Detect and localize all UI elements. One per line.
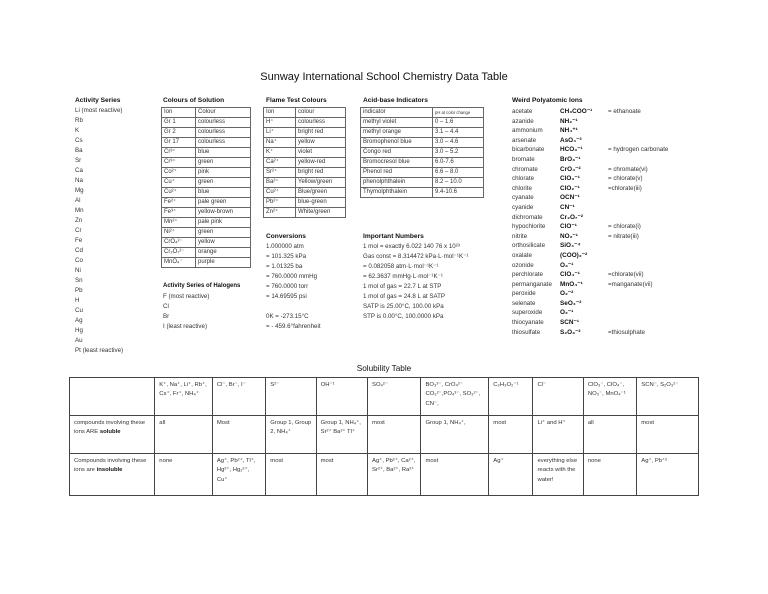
polyatomic-name: chromate — [512, 165, 538, 173]
flame-row — [264, 158, 346, 168]
activity-item: Zn — [75, 217, 83, 224]
soluble-row-cell: Most — [212, 416, 265, 454]
conversion-item: = - 459.6°fahrenheit — [266, 323, 321, 330]
colour-row-cell: MnO₄⁻ — [162, 258, 196, 268]
flame-row-cell: Cu²⁺ — [264, 188, 296, 198]
colour-row-cell: Mn²⁺ — [162, 218, 196, 228]
indicator-row-cell: 8.2 – 10.0 — [433, 178, 484, 188]
polyatomic-formula: ClO₂⁻¹ — [560, 184, 580, 192]
indicator-row — [361, 138, 484, 148]
activity-item: Cr — [75, 227, 82, 234]
polyatomic-row — [512, 299, 722, 309]
soluble-row-cell: Li⁺ and H⁺ — [533, 416, 583, 454]
colour-row — [162, 128, 251, 138]
polyatomic-row — [512, 328, 722, 338]
flame-row-cell: Pb²⁺ — [264, 198, 296, 208]
flame-table — [263, 107, 346, 218]
conversion-item: = 14.69595 psi — [266, 293, 307, 300]
polyatomic-row — [512, 251, 722, 261]
halogen-item: Br — [163, 313, 170, 320]
colour-row-cell: blue — [196, 188, 251, 198]
conversion-item: = 760.0000 torr — [266, 283, 309, 290]
polyatomic-alias: = chromate(vi) — [608, 165, 648, 173]
activity-item: Ag — [75, 317, 83, 324]
indicator-row-cell: 6.0-7.6 — [433, 158, 484, 168]
colour-row-cell: Gr 17 — [162, 138, 196, 148]
activity-series-list — [75, 106, 123, 356]
colour-row-cell: Cu²⁺ — [162, 188, 196, 198]
polyatomic-name: dichromate — [512, 213, 543, 221]
indicators-table — [360, 107, 484, 198]
colour-row-cell: Cr³⁺ — [162, 148, 196, 158]
indicator-row — [361, 148, 484, 158]
insoluble-row-cell: Ag⁺, Pb²⁺, Tl⁺, Hg²⁺, Hg₂²⁺, Cu⁺ — [212, 454, 265, 496]
halogen-item: F (most reactive) — [163, 293, 210, 300]
conversion-item: = 101.325 kPa — [266, 253, 307, 260]
polyatomic-alias: = ethanoate — [608, 108, 641, 115]
halogen-item: Cl — [163, 303, 169, 310]
soluble-row — [70, 416, 699, 454]
polyatomic-formula: CH₃COO⁻¹ — [560, 108, 593, 115]
halogens-list — [163, 292, 209, 332]
colour-row — [162, 248, 251, 258]
indicator-row-cell: 9.4-10.6 — [433, 188, 484, 198]
polyatomic-formula: AsO₄⁻³ — [560, 136, 582, 144]
activity-item: Ni — [75, 267, 81, 274]
polyatomic-row — [512, 165, 722, 175]
activity-item: Co — [75, 257, 83, 264]
polyatomic-row — [512, 136, 722, 146]
flame-row-cell: yellow — [296, 138, 346, 148]
colour-row — [162, 218, 251, 228]
polyatomic-formula: ClO⁻¹ — [560, 223, 577, 231]
polyatomic-row — [512, 318, 722, 328]
polyatomic-row — [512, 289, 722, 299]
colour-row-cell: green — [196, 158, 251, 168]
colour-row — [162, 188, 251, 198]
polyatomic-row — [512, 184, 722, 194]
soluble-row-cell: Group 1, NH₄⁺, — [421, 416, 489, 454]
activity-item: Hg — [75, 327, 83, 334]
halogen-item: I (least reactive) — [163, 323, 208, 330]
activity-item: Mg — [75, 187, 84, 194]
colour-row — [162, 198, 251, 208]
colour-row-header-cell: Ion — [162, 108, 196, 118]
activity-item: Au — [75, 337, 83, 344]
conversion-item — [266, 302, 321, 312]
important-list — [363, 242, 468, 322]
flame-row-header-cell: colour — [296, 108, 346, 118]
activity-item: Fe — [75, 237, 83, 244]
insoluble-row-cell: everything else reacts with the water! — [533, 454, 583, 496]
indicator-row-cell: 0 – 1.6 — [433, 118, 484, 128]
solubility-header-cell: Cl⁻, Br⁻, I⁻ — [212, 378, 265, 416]
polyatomic-name: chlorate — [512, 175, 535, 183]
solubility-header-cell — [70, 378, 155, 416]
conversion-item: = 760.0000 mmHg — [266, 273, 318, 280]
polyatomic-name: oxalate — [512, 251, 532, 259]
solubility-header-cell: ClO₃⁻, ClO₄⁻, NO₃⁻, MnO₄⁻¹ — [583, 378, 636, 416]
activity-item: Cd — [75, 247, 83, 254]
insoluble-row-cell: Ag⁺, Pb²⁺, Ca²⁺, Sr²⁺, Ba²⁺, Ra²⁺ — [368, 454, 421, 496]
polyatomic-row — [512, 155, 722, 165]
flame-row-cell: bright red — [296, 168, 346, 178]
polyatomic-formula: HCO₃⁻¹ — [560, 146, 583, 154]
colour-row-cell: yellow-brown — [196, 208, 251, 218]
flame-row-cell: K⁺ — [264, 148, 296, 158]
polyatomic-name: permanganate — [512, 280, 552, 288]
polyatomic-name: bromate — [512, 155, 535, 163]
soluble-row-cell: Group 1, Group 2, NH₄⁺ — [266, 416, 316, 454]
colour-row-cell: pale green — [196, 198, 251, 208]
page-title: Sunway International School Chemistry Data Table — [260, 71, 508, 83]
flame-row-cell: bright red — [296, 128, 346, 138]
polyatomic-name: chlorite — [512, 184, 532, 192]
indicator-row — [361, 128, 484, 138]
polyatomic-formula: (COO)₂⁻² — [560, 251, 588, 259]
polyatomic-row — [512, 126, 722, 136]
polyatomic-name: cyanate — [512, 194, 534, 202]
activity-item: Li (most reactive) — [75, 107, 123, 114]
polyatomic-name: ammonium — [512, 127, 543, 135]
polyatomic-name: cyanide — [512, 203, 534, 211]
colour-row-cell: pink — [196, 168, 251, 178]
important-number-item: STP is 0.00°C, 100.0000 kPa — [363, 313, 444, 320]
polyatomic-formula: O₂⁻² — [560, 290, 574, 298]
polyatomic-name: acetate — [512, 108, 533, 115]
colour-row-cell: Co²⁺ — [162, 168, 196, 178]
polyatomic-alias: =chlorate(vii) — [608, 271, 644, 279]
indicator-row — [361, 158, 484, 168]
activity-item: Al — [75, 197, 81, 204]
polyatomic-alias: =thiosulphate — [608, 328, 645, 336]
polyatomic-name: perchlorate — [512, 271, 543, 279]
flame-row — [264, 118, 346, 128]
flame-row-cell: yellow-red — [296, 158, 346, 168]
flame-row-header-cell: Ion — [264, 108, 296, 118]
flame-row-cell: Na⁺ — [264, 138, 296, 148]
insoluble-row-cell: most — [266, 454, 316, 496]
solubility-header-cell: BO₃³⁻, CrO₄²⁻ CO₃²⁻,PO₄³⁻, SO₃²⁻, CN⁻, — [421, 378, 489, 416]
polyatomic-name: hypochlorite — [512, 223, 546, 231]
indicator-row-cell: 3.0 – 4.6 — [433, 138, 484, 148]
polyatomic-formula: NH₂⁻¹ — [560, 117, 578, 125]
indicator-row — [361, 118, 484, 128]
polyatomic-formula: CN⁻¹ — [560, 203, 575, 211]
activity-item: K — [75, 127, 80, 134]
colour-row-cell: CrO₄²⁻ — [162, 238, 196, 248]
polyatomic-alias: =chlorate(iii) — [608, 184, 642, 192]
flame-row-cell: blue-green — [296, 198, 346, 208]
colour-row — [162, 178, 251, 188]
solubility-header-cell: SCN⁻, S₂O₃²⁻ — [637, 378, 699, 416]
insoluble-row-cell: Ag⁺, Pb⁺² — [637, 454, 699, 496]
flame-row-cell: Yellow/green — [296, 178, 346, 188]
soluble-row-cell: most — [489, 416, 533, 454]
colour-row-cell: colourless — [196, 118, 251, 128]
colour-row — [162, 168, 251, 178]
polyatomic-row — [512, 145, 722, 155]
polyatomic-alias: = chlorate(v) — [608, 175, 643, 183]
conversions-list — [266, 242, 321, 332]
indicator-row-cell: Phenol red — [361, 168, 433, 178]
polyatomic-row — [512, 280, 722, 290]
flame-row — [264, 178, 346, 188]
colour-row-cell: blue — [196, 148, 251, 158]
insoluble-row-label — [70, 454, 155, 496]
flame-row — [264, 138, 346, 148]
indicator-row — [361, 168, 484, 178]
indicator-row-cell: Thymolphthalein — [361, 188, 433, 198]
polyatomic-row — [512, 107, 722, 117]
solubility-heading: Solubility Table — [356, 364, 412, 373]
flame-row-cell: Ba²⁺ — [264, 178, 296, 188]
insoluble-row-label-emphasis: insoluble — [96, 467, 123, 474]
colour-row-cell: colourless — [196, 128, 251, 138]
solubility-header-cell: SO₄²⁻ — [368, 378, 421, 416]
flame-row-cell: Ca²⁺ — [264, 158, 296, 168]
polyatomic-row — [512, 241, 722, 251]
flame-row-cell: Blue/green — [296, 188, 346, 198]
important-number-item: 1 mol = exactly 6.022 140 76 x 10²³ — [363, 243, 460, 250]
activity-item: Ba — [75, 147, 83, 154]
flame-row — [264, 188, 346, 198]
polyatomic-alias: =manganate(vii) — [608, 280, 653, 288]
polyatomic-row — [512, 261, 722, 271]
polyatomic-list — [512, 107, 722, 337]
polyatomic-row — [512, 213, 722, 223]
insoluble-row-cell: Ag⁺ — [489, 454, 533, 496]
polyatomic-row — [512, 193, 722, 203]
activity-item: Rb — [75, 117, 83, 124]
indicator-row-cell: Bromocresol blue — [361, 158, 433, 168]
soluble-row-cell: most — [368, 416, 421, 454]
soluble-row-cell: all — [583, 416, 636, 454]
colour-row-cell: colourless — [196, 138, 251, 148]
indicator-row-cell: 6.6 – 8.0 — [433, 168, 484, 178]
indicator-row-cell: 3.1 – 4.4 — [433, 128, 484, 138]
colour-row-cell: purple — [196, 258, 251, 268]
solubility-header-row — [70, 378, 699, 416]
colour-row — [162, 258, 251, 268]
flame-row-cell: violet — [296, 148, 346, 158]
polyatomic-alias: = chlorate(i) — [608, 223, 641, 231]
colour-row-cell: Cr₂O₇²⁻ — [162, 248, 196, 258]
important-number-item: Gas const = 8.314472 kPa·L·mol⁻¹K⁻¹ — [363, 253, 469, 260]
important-number-item: = 62.3637 mmHg·L·mol⁻¹K⁻¹ — [363, 273, 443, 280]
flame-heading: Flame Test Colours — [266, 97, 327, 104]
activity-item: Ca — [75, 167, 83, 174]
polyatomic-name: nitrite — [512, 232, 528, 240]
polyatomic-name: orthosilicate — [512, 242, 546, 250]
polyatomic-name: bicarbonate — [512, 146, 545, 154]
polyatomic-name: superoxide — [512, 309, 543, 317]
indicator-row-cell: Bromophenol blue — [361, 138, 433, 148]
polyatomic-row — [512, 117, 722, 127]
colours-heading: Colours of Solution — [163, 97, 225, 104]
polyatomic-formula: OCN⁻¹ — [560, 194, 580, 202]
colour-row — [162, 238, 251, 248]
indicators-heading: Acid-base Indicators — [363, 97, 428, 104]
important-number-item: 1 mol of gas = 22.7 L at STP — [363, 283, 442, 290]
activity-item: Mn — [75, 207, 84, 214]
halogens-heading: Activity Series of Halogens — [163, 283, 241, 289]
polyatomic-heading: Weird Polyatomic Ions — [512, 97, 583, 104]
polyatomic-formula: BrO₃⁻¹ — [560, 155, 581, 163]
solubility-header-cell: OH⁻¹ — [316, 378, 367, 416]
colour-row-cell: Fe³⁺ — [162, 208, 196, 218]
colour-row — [162, 208, 251, 218]
polyatomic-row — [512, 232, 722, 242]
flame-row-cell: H⁺ — [264, 118, 296, 128]
activity-item: Pb — [75, 287, 83, 294]
conversion-item: 1.000000 atm — [266, 243, 304, 250]
flame-row-cell: Sr²⁺ — [264, 168, 296, 178]
important-heading: Important Numbers — [363, 233, 424, 240]
polyatomic-formula: O₂⁻¹ — [560, 309, 574, 317]
polyatomic-formula: O₃⁻¹ — [560, 261, 574, 269]
flame-row — [264, 148, 346, 158]
colour-row-header-cell: Colour — [196, 108, 251, 118]
polyatomic-name: selenate — [512, 299, 536, 307]
polyatomic-formula: SiO₄⁻⁴ — [560, 242, 581, 250]
polyatomic-name: thiosulfate — [512, 328, 541, 336]
solubility-header-cell: K⁺, Na⁺, Li⁺, Rb⁺, Cs⁺, Fr⁺, NH₄⁺ — [155, 378, 213, 416]
colour-row-cell: Gr 2 — [162, 128, 196, 138]
activity-item: Cs — [75, 137, 83, 144]
insoluble-row — [70, 454, 699, 496]
colour-row-cell: Fe²⁺ — [162, 198, 196, 208]
indicator-row-cell: phenolphthalein — [361, 178, 433, 188]
activity-item: Pt (least reactive) — [75, 347, 124, 354]
important-number-item: SATP is 25.00°C, 100.00 kPa — [363, 303, 444, 310]
polyatomic-name: ozonide — [512, 261, 534, 269]
indicator-row-header-cell: indicator — [361, 108, 433, 118]
polyatomic-name: thiocyanate — [512, 319, 544, 327]
soluble-row-label — [70, 416, 155, 454]
indicator-row-header — [361, 108, 484, 118]
indicator-row — [361, 178, 484, 188]
activity-series-heading: Activity Series — [75, 97, 121, 104]
solubility-table — [69, 377, 699, 496]
soluble-row-cell: all — [155, 416, 213, 454]
insoluble-row-cell: most — [421, 454, 489, 496]
activity-item: Cu — [75, 307, 83, 314]
polyatomic-row — [512, 270, 722, 280]
colour-row-cell: Gr 1 — [162, 118, 196, 128]
indicator-row-cell: 3.0 – 5.2 — [433, 148, 484, 158]
polyatomic-formula: ClO₃⁻¹ — [560, 175, 580, 183]
activity-item: Na — [75, 177, 83, 184]
flame-row-cell: Li⁺ — [264, 128, 296, 138]
polyatomic-formula: SeO₄⁻² — [560, 299, 582, 307]
insoluble-row-cell: none — [583, 454, 636, 496]
activity-item: Sr — [75, 157, 82, 164]
flame-row — [264, 208, 346, 218]
polyatomic-alias: = nitrate(iii) — [608, 232, 639, 240]
colour-row-cell: yellow — [196, 238, 251, 248]
flame-row-cell: White/green — [296, 208, 346, 218]
solubility-header-cell: S²⁻ — [266, 378, 316, 416]
conversion-item: = 1.01325 ba — [266, 263, 303, 270]
indicator-row — [361, 188, 484, 198]
polyatomic-formula: S₂O₃⁻² — [560, 328, 581, 336]
flame-row — [264, 198, 346, 208]
soluble-row-cell: Group 1, NH₄⁺, Sr²⁺ Ba²⁺ Tl⁺ — [316, 416, 367, 454]
colour-row-cell: Ni²⁺ — [162, 228, 196, 238]
activity-item: H — [75, 297, 80, 304]
activity-item: Sn — [75, 277, 83, 284]
colour-row-cell: pale pink — [196, 218, 251, 228]
polyatomic-row — [512, 308, 722, 318]
indicator-row-cell: methyl violet — [361, 118, 433, 128]
polyatomic-formula: ClO₄⁻¹ — [560, 271, 580, 279]
colour-row — [162, 158, 251, 168]
polyatomic-row — [512, 222, 722, 232]
soluble-row-label-emphasis: soluble — [99, 429, 121, 436]
polyatomic-alias: = hydrogen carbonate — [608, 146, 669, 154]
colour-row — [162, 118, 251, 128]
polyatomic-row — [512, 174, 722, 184]
flame-row-header — [264, 108, 346, 118]
polyatomic-formula: MnO₄⁻¹ — [560, 280, 583, 288]
colour-row-cell: Cr³⁺ — [162, 158, 196, 168]
solubility-header-cell: C₂H₃O₂⁻¹ — [489, 378, 533, 416]
indicator-row-cell: Congo red — [361, 148, 433, 158]
polyatomic-row — [512, 203, 722, 213]
colour-row — [162, 228, 251, 238]
colour-row-cell: orange — [196, 248, 251, 258]
polyatomic-name: peroxide — [512, 290, 536, 298]
colour-row-cell: green — [196, 228, 251, 238]
polyatomic-formula: NH₄⁺¹ — [560, 127, 578, 135]
soluble-row-cell: most — [637, 416, 699, 454]
insoluble-row-cell: most — [316, 454, 367, 496]
solubility-header-cell: Cl⁻ — [533, 378, 583, 416]
polyatomic-formula: CrO₄⁻² — [560, 165, 581, 173]
colour-row — [162, 138, 251, 148]
insoluble-row-label-text: Compounds involving these ions are — [74, 458, 147, 474]
colour-row — [162, 148, 251, 158]
indicator-row-header-cell: pH at color change — [433, 108, 484, 118]
conversions-heading: Conversions — [266, 233, 306, 240]
important-number-item: = 0.082058 atm·L·mol⁻¹K⁻¹ — [363, 263, 439, 270]
polyatomic-formula: SCN⁻¹ — [560, 319, 579, 327]
polyatomic-formula: NO₂⁻¹ — [560, 232, 578, 240]
colour-row-cell: Cu⁺ — [162, 178, 196, 188]
flame-row-cell: Zn²⁺ — [264, 208, 296, 218]
conversion-item: 0K = -273.15°C — [266, 313, 309, 320]
insoluble-row-cell: none — [155, 454, 213, 496]
colour-row-header — [162, 108, 251, 118]
flame-row — [264, 128, 346, 138]
polyatomic-name: azanide — [512, 117, 534, 125]
soluble-row-label-text: compounds involving these ions ARE — [74, 420, 146, 436]
indicator-row-cell: methyl orange — [361, 128, 433, 138]
colours-table — [161, 107, 251, 268]
flame-row-cell: colourless — [296, 118, 346, 128]
polyatomic-name: arsenate — [512, 136, 537, 144]
important-number-item: 1 mol of gas = 24.8 L at SATP — [363, 293, 446, 300]
polyatomic-formula: Cr₂O₇⁻² — [560, 213, 583, 221]
colour-row-cell: green — [196, 178, 251, 188]
flame-row — [264, 168, 346, 178]
